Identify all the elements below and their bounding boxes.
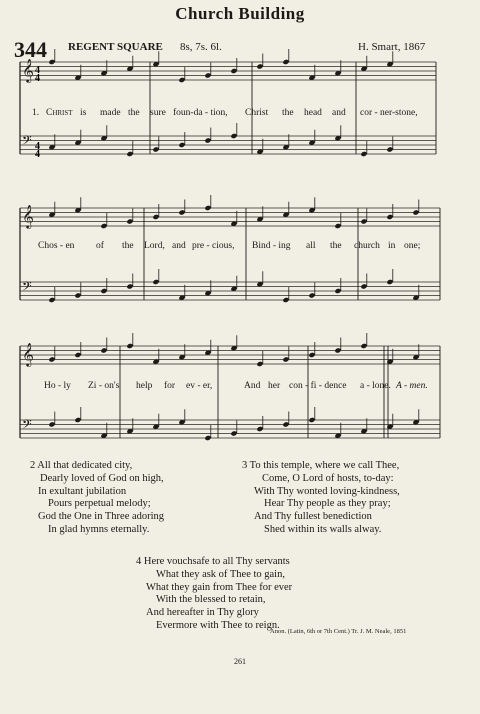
treble-clef-icon: 𝄞 <box>22 204 34 228</box>
lyric-word: a - lone. <box>360 381 391 391</box>
lyric-word: one; <box>404 241 421 251</box>
lyric-word: the <box>128 108 140 118</box>
treble-clef-icon: 𝄞 <box>22 342 34 366</box>
verse-line: 3 To this temple, where we call Thee, <box>242 460 400 471</box>
verse-line: Hear Thy people as they pray; <box>264 498 391 510</box>
time-sig-bass-lower: 4 <box>35 149 40 160</box>
lyric-word: church <box>354 241 380 251</box>
lyric-word: Bind - ing <box>252 241 291 251</box>
lyric-word: the <box>282 108 294 118</box>
verse-line: Pours perpetual melody; <box>48 498 151 510</box>
lyric-word: And <box>244 381 261 391</box>
amen-word: A - men. <box>396 381 428 391</box>
lyric-word: made <box>100 108 121 118</box>
verse-2 <box>30 460 164 537</box>
verse-line: Evermore with Thee to reign. <box>156 619 280 631</box>
lyric-word: con - fi - dence <box>289 381 347 391</box>
verse-line: In glad hymns eternally. <box>48 523 150 535</box>
lyric-word: head <box>304 108 322 118</box>
text-credit: Anon. (Latin, 6th or 7th Cent.) Tr. J. M. Neale, 1851 <box>270 628 407 635</box>
tune-name: REGENT SQUARE <box>68 41 163 53</box>
lyric-word: pre - cious, <box>192 241 235 251</box>
lyric-word: and <box>172 241 186 251</box>
verse-line: Come, O Lord of hosts, to-day: <box>262 472 394 484</box>
bass-clef-icon: 𝄢 <box>22 133 32 151</box>
lyric-word: ev - er, <box>186 381 213 391</box>
composer: H. Smart, 1867 <box>358 41 426 53</box>
lyric-word: sure <box>150 108 166 118</box>
lyric-word: Zi - on's <box>88 381 120 391</box>
verse-4 <box>136 556 292 633</box>
verse-line: God the One in Three adoring <box>38 511 165 523</box>
lyric-word: Christ <box>245 108 269 118</box>
lyric-word: for <box>164 381 176 391</box>
hymn-number: 344 <box>14 37 47 62</box>
lyric-word: her <box>268 381 281 391</box>
verse-line: 2 All that dedicated city, <box>30 460 133 471</box>
lyric-word: Christ <box>46 108 73 118</box>
treble-clef-icon: 𝄞 <box>22 58 34 82</box>
verse-line: With Thy wonted loving-kindness, <box>254 485 400 497</box>
time-sig-treble: 4 <box>35 65 40 76</box>
verse-line: In exultant jubilation <box>38 485 127 497</box>
lyric-word: Ho - ly <box>44 381 71 391</box>
bass-clef-icon: 𝄢 <box>22 417 32 435</box>
lyric-word: is <box>80 108 87 118</box>
page-number: 261 <box>234 657 246 666</box>
verse-line: And Thy fullest benediction <box>254 511 372 523</box>
verse-line: Shed within its walls alway. <box>264 523 382 535</box>
verse-line: 4 Here vouchsafe to all Thy servants <box>136 556 290 567</box>
page-title: Church Building <box>175 4 305 23</box>
lyric-word: cor - ner-stone, <box>360 108 418 118</box>
lyric-word: all <box>306 241 316 251</box>
lyric-word: the <box>122 241 134 251</box>
verse-number: 1. <box>32 108 40 118</box>
time-sig-bass: 4 <box>35 141 40 152</box>
lyric-line-1 <box>32 108 418 118</box>
verse-line: What they ask of Thee to gain, <box>156 568 285 580</box>
lyric-word: and <box>332 108 346 118</box>
lyric-word: the <box>330 241 342 251</box>
bass-clef-icon: 𝄢 <box>22 279 32 297</box>
verse-line: And hereafter in Thy glory <box>146 607 259 619</box>
lyric-word: foun-da - tion, <box>173 108 228 118</box>
meter: 8s, 7s. 6l. <box>180 41 222 53</box>
lyric-word: Chos - en <box>38 241 75 251</box>
verse-line: What they gain from Thee for ever <box>146 581 293 593</box>
lyric-word: in <box>388 241 396 251</box>
verse-line: With the blessed to retain, <box>156 594 266 606</box>
verse-3 <box>242 460 400 537</box>
lyric-word: help <box>136 381 153 391</box>
verse-line: Dearly loved of God on high, <box>40 472 164 484</box>
lyric-word: of <box>96 241 104 251</box>
lyric-word: Lord, <box>144 241 165 251</box>
time-sig-treble-lower: 4 <box>35 73 40 84</box>
